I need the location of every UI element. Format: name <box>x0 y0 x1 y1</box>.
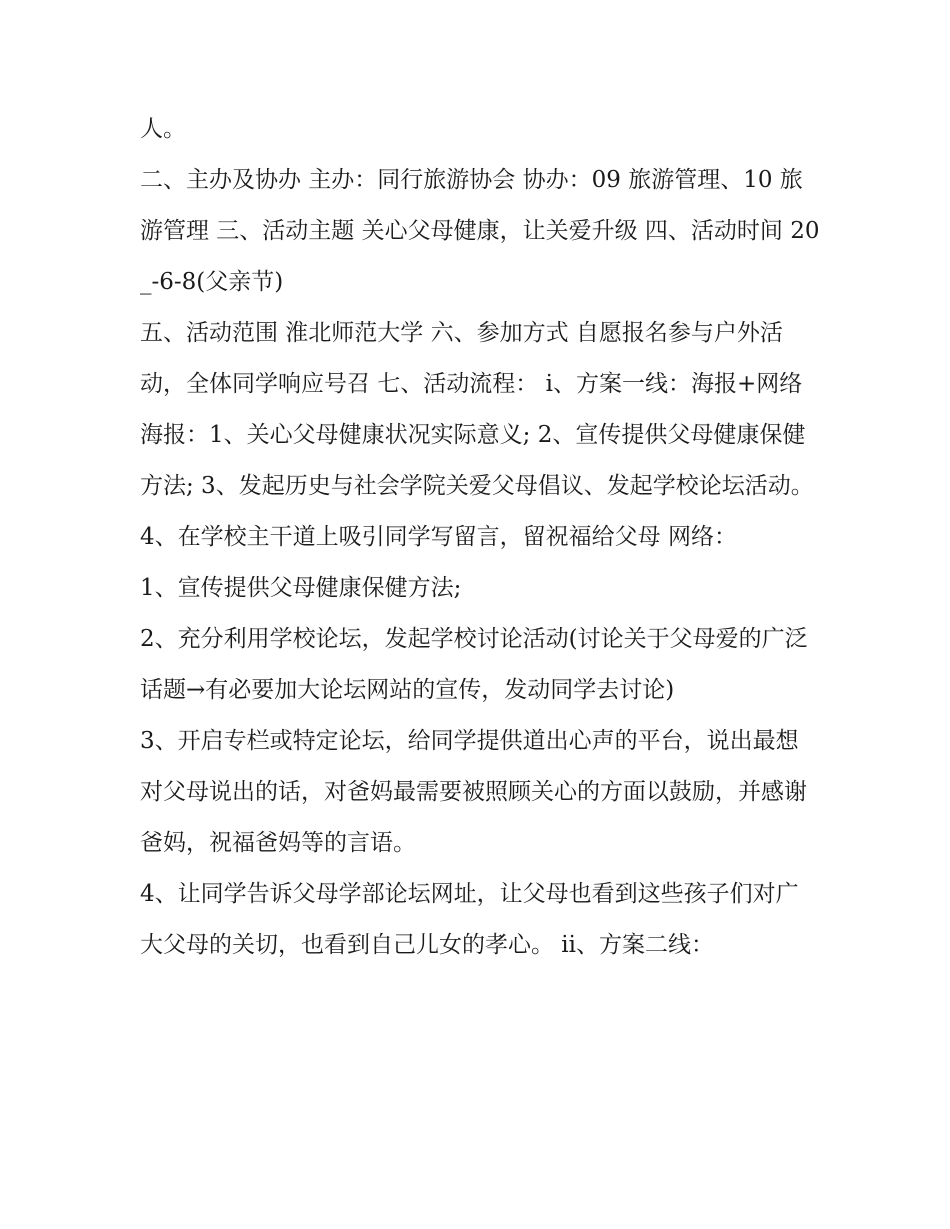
paragraph-5: 4、在学校主干道上吸引同学写留言，留祝福给父母 网络： <box>140 524 737 550</box>
paragraph-7: 2、充分利用学校论坛，发起学校讨论活动(讨论关于父母爱的广泛话题→有必要加大论坛网站的宣传，发动同学去讨论) <box>140 626 808 703</box>
paragraph-3: 五、活动范围 淮北师范大学 六、参加方式 自愿报名参与户外活动，全体同学响应号召 七、活动流程： ⅰ、方案一线：海报+网络 <box>140 320 803 397</box>
paragraph-6: 1、宣传提供父母健康保健方法; <box>140 575 462 601</box>
paragraph-4: 海报：1、关心父母健康状况实际意义; 2、宣传提供父母健康保健方法; 3、发起历史与社会学院关爱父母倡议、发起学校论坛活动。 <box>140 422 814 499</box>
paragraph-1: 人。 <box>140 116 186 142</box>
paragraph-8: 3、开启专栏或特定论坛，给同学提供道出心声的平台，说出最想对父母说出的话，对爸妈最需要被照顾关心的方面以鼓励，并感谢爸妈，祝福爸妈等的言语。 <box>140 728 807 856</box>
document-body <box>140 104 820 971</box>
paragraph-9: 4、让同学告诉父母学部论坛网址，让父母也看到这些孩子们对广大父母的关切，也看到自己儿女的孝心。 ⅱ、方案二线： <box>140 881 799 958</box>
paragraph-2: 二、主办及协办 主办：同行旅游协会 协办：09 旅游管理、10 旅游管理 三、活动主题 关心父母健康，让关爱升级 四、活动时间 20_-6-8(父亲节) <box>140 167 820 295</box>
